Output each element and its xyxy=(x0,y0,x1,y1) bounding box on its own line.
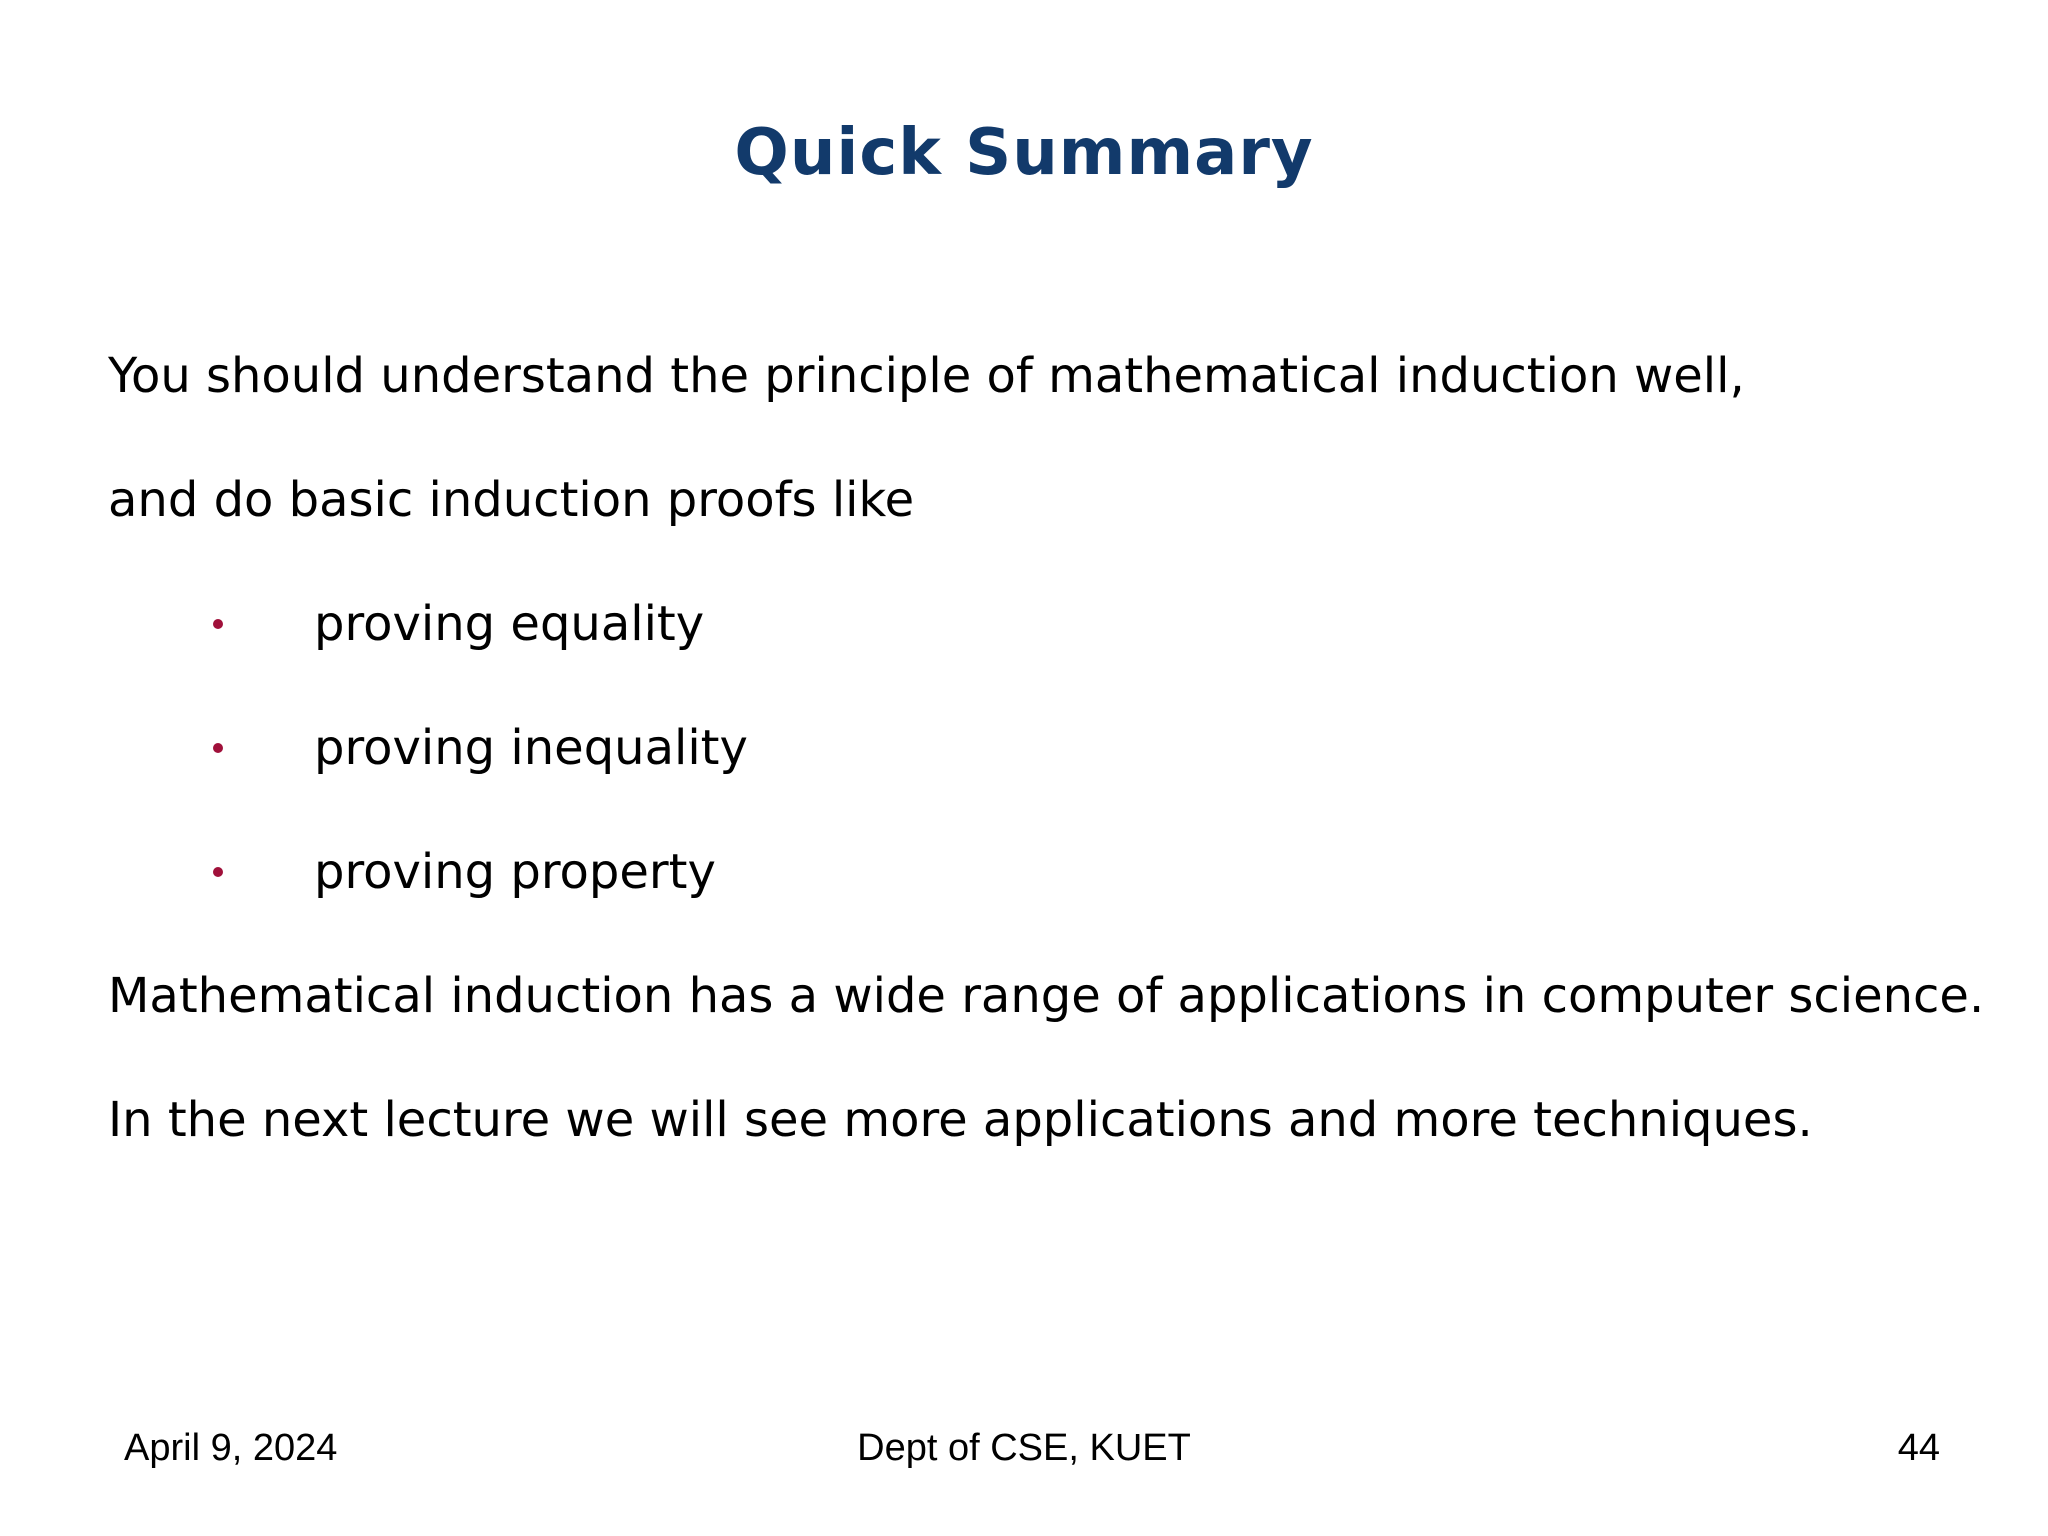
bullet-item xyxy=(0,716,2048,780)
bullet-item xyxy=(0,592,2048,656)
bullet-dot-icon xyxy=(213,619,223,629)
bullet-dot-icon xyxy=(213,743,223,753)
footer-department: Dept of CSE, KUET xyxy=(857,1427,1191,1469)
footer-page-number: 44 xyxy=(1897,1427,1940,1469)
bullet-text: proving inequality xyxy=(314,720,748,776)
bullet-dot-icon xyxy=(213,867,223,877)
bullet-text: proving equality xyxy=(314,596,705,652)
paragraph-line-1: You should understand the principle of mathematical induction well, xyxy=(108,348,1745,404)
slide-title: Quick Summary xyxy=(734,116,1314,190)
bullet-text: proving property xyxy=(314,844,716,900)
paragraph-line-2: and do basic induction proofs like xyxy=(108,472,915,528)
footer-date: April 9, 2024 xyxy=(124,1427,338,1469)
closing-line-1: Mathematical induction has a wide range of applications in computer science. xyxy=(108,968,1985,1024)
bullet-item xyxy=(0,840,2048,904)
closing-line-2: In the next lecture we will see more applications and more techniques. xyxy=(108,1092,1813,1148)
